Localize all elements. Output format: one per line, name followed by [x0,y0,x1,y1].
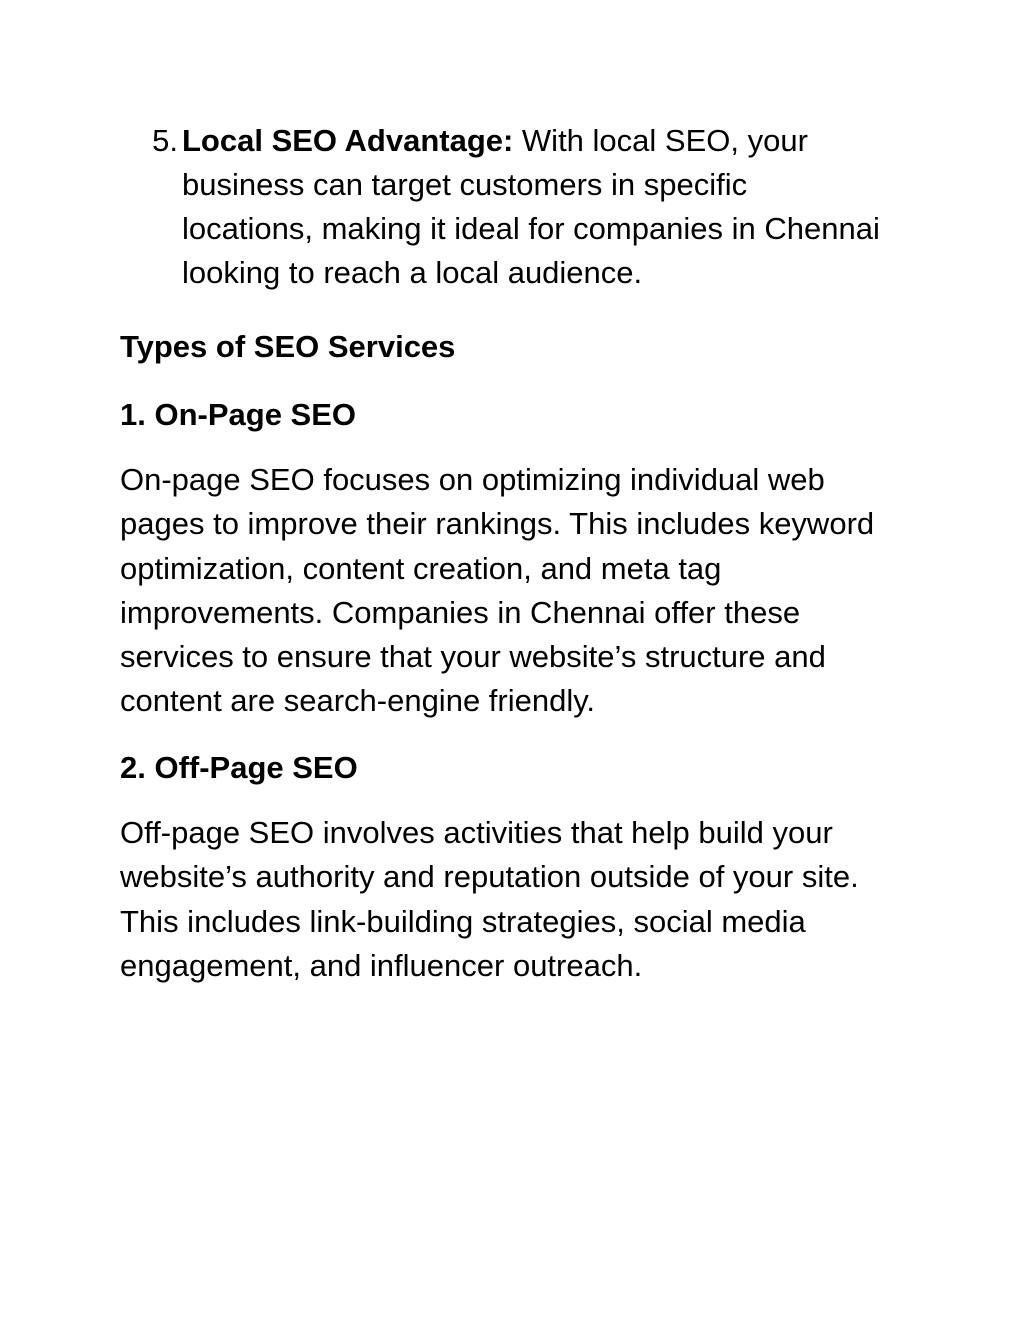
list-item-text: With local SEO, your business can target customers in specific locations, making it ideal for companies in Chennai looking to reach a local audience. [182,123,880,290]
offpage-paragraph: Off-page SEO involves activities that help build your website’s authority and reputation outside of your site. This includes link-building strategies, social media engagement, and influencer outreach. [120,815,859,983]
section-title: Types of SEO Services [120,329,456,364]
offpage-body-block [120,811,910,988]
list-item-body [182,119,882,295]
numbered-list [120,119,920,295]
onpage-paragraph: On-page SEO focuses on optimizing individual web pages to improve their rankings. This includes keyword optimization, content creation, and meta tag improvements. Companies in Chennai offer these services to ensure that your website’s structure and content are search-engine friendly. [120,462,875,719]
list-item [120,119,920,295]
onpage-body-block [120,458,910,724]
onpage-heading-block [120,393,920,437]
offpage-heading: 2. Off-Page SEO [120,750,358,785]
list-item-title: Local SEO Advantage: [182,123,514,158]
offpage-heading-block [120,746,920,790]
section-title-block [120,325,920,369]
list-item-number: 5. [152,123,178,158]
onpage-heading: 1. On-Page SEO [120,397,357,432]
